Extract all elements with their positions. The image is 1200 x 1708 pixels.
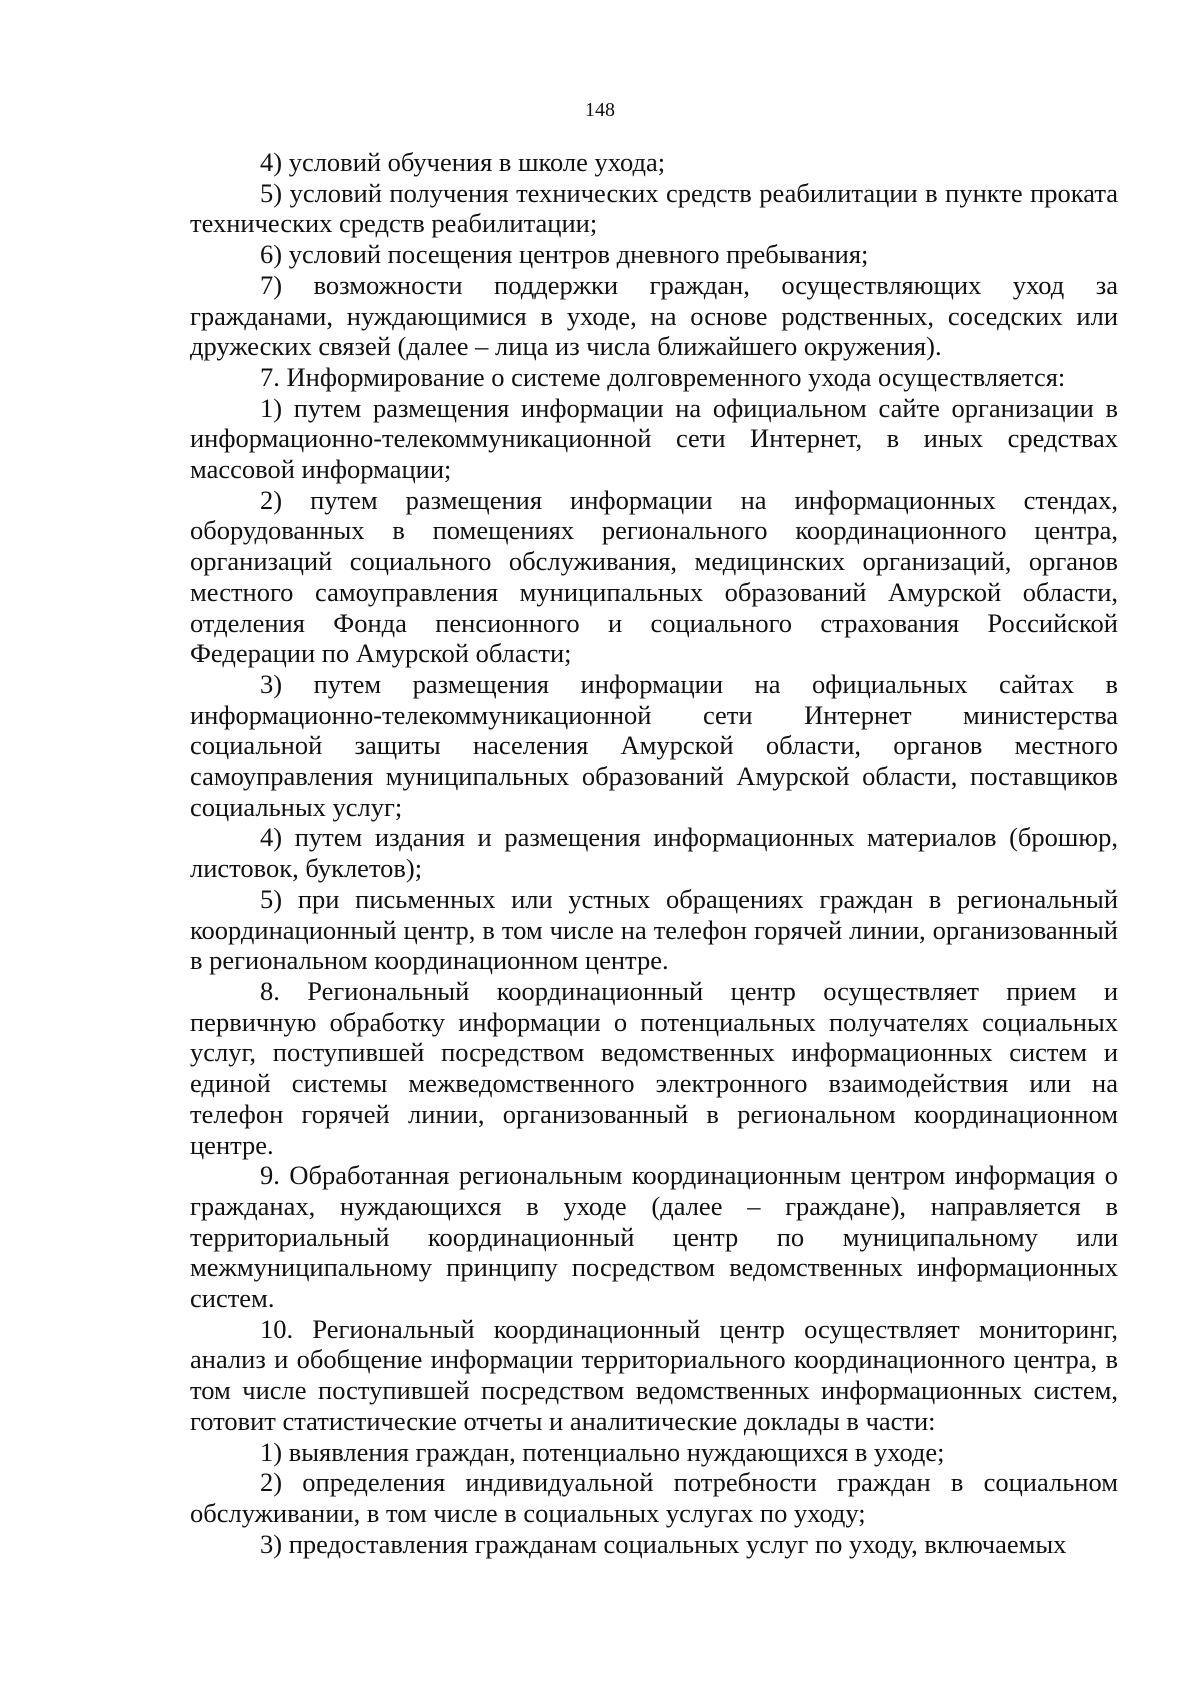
paragraph: 3) путем размещения информации на официальных сайтах в информационно-телекоммуникационной сети Интернет министерства социальной защиты населения Амурской области, органов местного самоуправления муниципальных образований Амурской области, поставщиков социальных услуг; <box>190 668 1118 822</box>
paragraph: 7. Информирование о системе долговременного ухода осуществляется: <box>260 361 1066 392</box>
paragraph: 1) путем размещения информации на официальном сайте организации в информационно-телекоммуникационной сети Интернет, в иных средствах массовой информации; <box>190 392 1118 485</box>
paragraph: 2) путем размещения информации на информационных стендах, оборудованных в помещениях регионального координационного центра, организаций социального обслуживания, медицинских организаций, органов местного самоуправления муниципальных образований Амурской области, отделения Фонда пенсионного и социального страхования Российской Федерации по Амурской области; <box>190 484 1118 669</box>
paragraph: 10. Региональный координационный центр осуществляет мониторинг, анализ и обобщение информации территориального координационного центра, в том числе поступившей посредством ведомственных информационных систем, готовит статистические отчеты и аналитические доклады в части: <box>190 1313 1118 1436</box>
paragraph: 2) определения индивидуальной потребности граждан в социальном обслуживании, в том числе в социальных услугах по уходу; <box>190 1467 1118 1528</box>
paragraph: 7) возможности поддержки граждан, осуществляющих уход за гражданами, нуждающимися в уходе, на основе родственных, соседских или дружеских связей (далее – лица из числа ближайшего окружения). <box>190 269 1118 362</box>
paragraph: 4) путем издания и размещения информационных материалов (брошюр, листовок, буклетов); <box>190 822 1118 884</box>
paragraph: 3) предоставления гражданам социальных услуг по уходу, включаемых <box>260 1528 1067 1559</box>
paragraph: 4) условий обучения в школе ухода; <box>260 147 666 177</box>
paragraph: 1) выявления граждан, потенциально нуждающихся в уходе; <box>260 1436 945 1467</box>
paragraph: 5) условий получения технических средств реабилитации в пункте проката технических средств реабилитации; <box>190 177 1118 239</box>
page-number: 148 <box>585 99 615 121</box>
paragraph: 6) условий посещения центров дневного пребывания; <box>260 239 869 270</box>
document-body <box>190 147 1118 1559</box>
paragraph: 5) при письменных или устных обращениях граждан в региональный координационный центр, в том числе на телефон горячей линии, организованный в региональном координационном центре. <box>190 883 1118 976</box>
paragraph: 8. Региональный координационный центр осуществляет прием и первичную обработку информации о потенциальных получателях социальных услуг, поступившей посредством ведомственных информационных систем и единой системы межведомственного электронного взаимодействия или на телефон горячей линии, организованный в региональном координационном центре. <box>190 975 1118 1160</box>
paragraph: 9. Обработанная региональным координационным центром информация о гражданах, нуждающихся в уходе (далее – граждане), направляется в территориальный координационный центр по муниципальному или межмуниципальному принципу посредством ведомственных информационных систем. <box>190 1160 1118 1314</box>
